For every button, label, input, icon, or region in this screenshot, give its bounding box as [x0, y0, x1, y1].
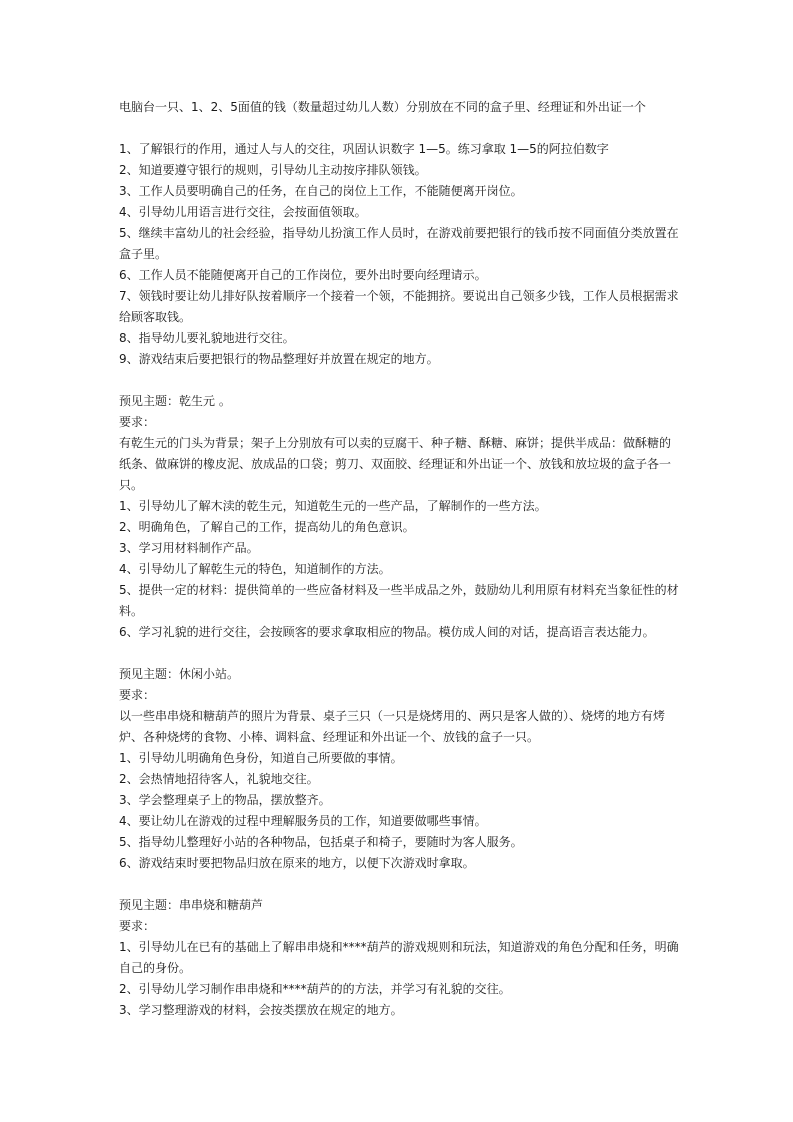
- list-item: 6、学习礼貌的进行交往，会按顾客的要求拿取相应的物品。模仿成人间的对话，提高语言表达能力。: [119, 625, 655, 639]
- section-leisure-station: [119, 664, 681, 874]
- section-description: 以一些串串烧和糖葫芦的照片为背景、桌子三只（一只是烧烤用的、两只是客人做的）、烧烤的地方有烤炉、各种烧烤的食物、小棒、调料盒、经理证和外出证一个、放钱的盒子一只。: [119, 709, 666, 744]
- list-item: 3、工作人员要明确自己的任务，在自己的岗位上工作，不能随便离开岗位。: [119, 184, 523, 198]
- section-title: 预见主题：串串烧和糖葫芦: [119, 898, 264, 912]
- list-item: 5、提供一定的材料：提供简单的一些应备材料及一些半成品之外，鼓励幼儿利用原有材料充当象征性的材料。: [119, 583, 679, 618]
- list-item: 5、继续丰富幼儿的社会经验，指导幼儿扮演工作人员时，在游戏前要把银行的钱币按不同面值分类放置在盒子里。: [119, 226, 679, 261]
- list-item: 1、引导幼儿明确角色身份，知道自己所要做的事情。: [119, 751, 403, 765]
- list-item: 4、引导幼儿了解乾生元的特色，知道制作的方法。: [119, 562, 391, 576]
- section-skewers-tanghulu: [119, 895, 681, 1021]
- document-page: [119, 97, 681, 1021]
- requirements-label: 要求：: [119, 688, 156, 702]
- list-item: 5、指导幼儿整理好小站的各种物品，包括桌子和椅子，要随时为客人服务。: [119, 835, 523, 849]
- list-item: 1、引导幼儿在已有的基础上了解串串烧和****葫芦的游戏规则和玩法，知道游戏的角色分配和任务，明确自己的身份。: [119, 940, 679, 975]
- list-item: 3、学习用材料制作产品。: [119, 541, 259, 555]
- list-item: 1、引导幼儿了解木渎的乾生元，知道乾生元的一些产品，了解制作的一些方法。: [119, 499, 547, 513]
- list-item: 7、领钱时要让幼儿排好队按着顺序一个接着一个领，不能拥挤。要说出自己领多少钱，工作人员根据需求给顾客取钱。: [119, 289, 679, 324]
- list-item: 9、游戏结束后要把银行的物品整理好并放置在规定的地方。: [119, 352, 439, 366]
- list-item: 4、引导幼儿用语言进行交往，会按面值领取。: [119, 205, 367, 219]
- list-item: 1、了解银行的作用，通过人与人的交往，巩固认识数字 1—5。练习拿取 1—5的阿拉伯数字: [119, 142, 609, 156]
- list-item: 2、知道要遵守银行的规则，引导幼儿主动按序排队领钱。: [119, 163, 427, 177]
- requirements-label: 要求：: [119, 919, 156, 933]
- list-item: 2、会热情地招待客人，礼貌地交往。: [119, 772, 319, 786]
- bank-requirements: [119, 139, 681, 370]
- list-item: 6、工作人员不能随便离开自己的工作岗位，要外出时要向经理请示。: [119, 268, 487, 282]
- section-title: 预见主题：乾生元 。: [119, 394, 231, 408]
- section-title: 预见主题：休闲小站。: [119, 667, 240, 681]
- list-item: 3、学习整理游戏的材料，会按类摆放在规定的地方。: [119, 1003, 403, 1017]
- list-item: 8、指导幼儿要礼貌地进行交往。: [119, 331, 295, 345]
- list-item: 4、要让幼儿在游戏的过程中理解服务员的工作，知道要做哪些事情。: [119, 814, 487, 828]
- list-item: 2、引导幼儿学习制作串串烧和****葫芦的的方法，并学习有礼貌的交往。: [119, 982, 511, 996]
- section-qianshengyuan: [119, 391, 681, 643]
- list-item: 6、游戏结束时要把物品归放在原来的地方，以便下次游戏时拿取。: [119, 856, 475, 870]
- list-item: 2、明确角色，了解自己的工作，提高幼儿的角色意识。: [119, 520, 415, 534]
- list-item: 3、学会整理桌子上的物品，摆放整齐。: [119, 793, 331, 807]
- materials-intro: 电脑台一只、1、2、5面值的钱（数量超过幼儿人数）分别放在不同的盒子里、经理证和外出证一个: [119, 100, 646, 114]
- requirements-label: 要求：: [119, 415, 156, 429]
- section-description: 有乾生元的门头为背景；架子上分别放有可以卖的豆腐干、种子糖、酥糖、麻饼；提供半成品：做酥糖的纸条、做麻饼的橡皮泥、放成品的口袋；剪刀、双面胶、经理证和外出证一个、放钱和放垃圾的盒子各一只。: [119, 436, 672, 492]
